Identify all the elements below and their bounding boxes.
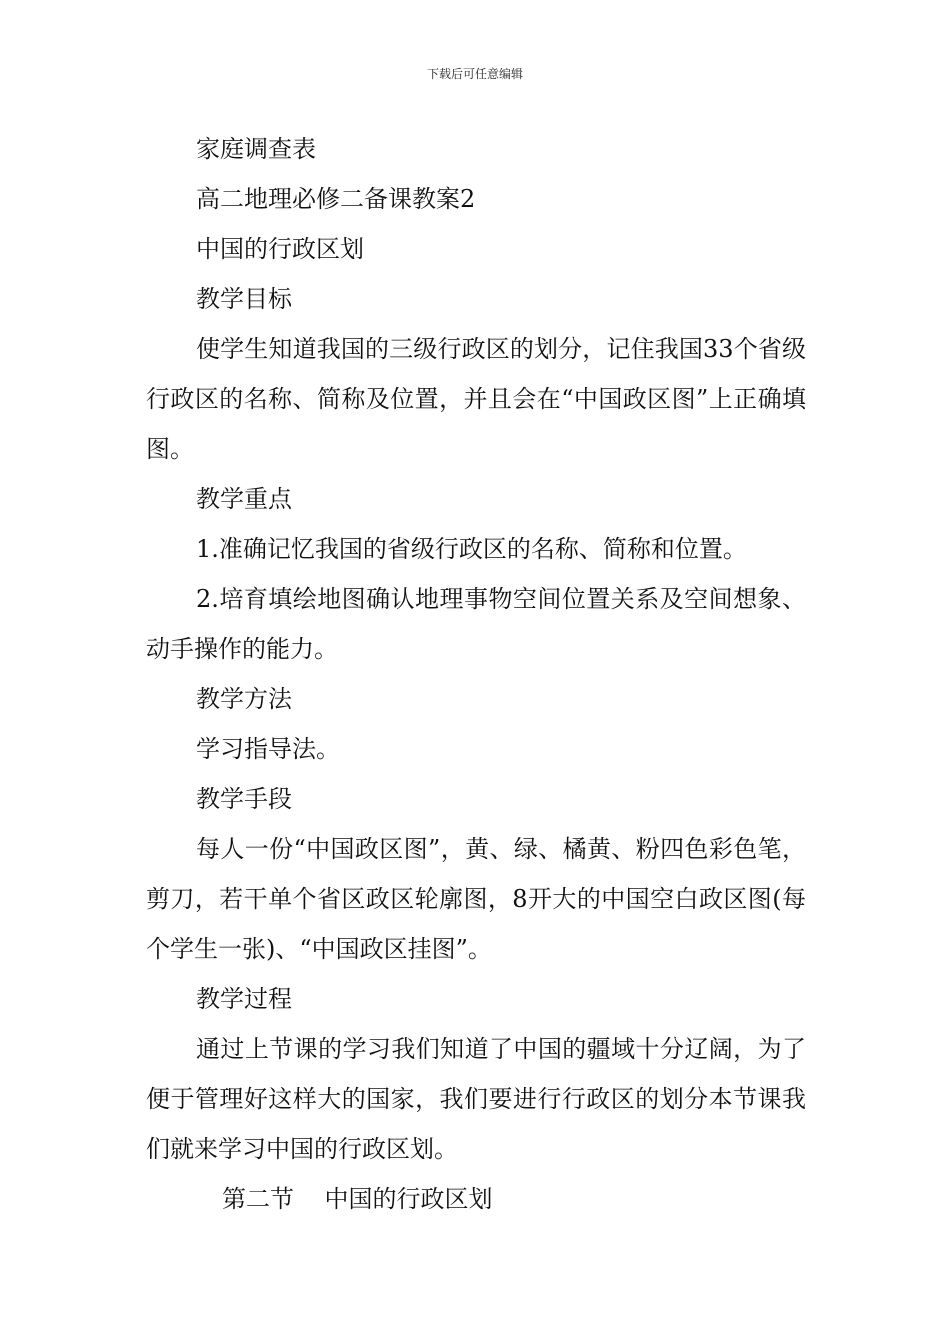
page-header: 下载后可任意编辑 <box>426 67 523 81</box>
teaching-means-heading: 教学手段 <box>196 785 292 813</box>
teaching-method-text: 学习指导法。 <box>196 735 340 763</box>
teaching-goals-text: 使学生知道我国的三级行政区的划分，记住我国33个省级行政区的名称、简称及位置，并且会在“中国政区图”上正确填图。 <box>146 335 806 463</box>
teaching-method-heading: 教学方法 <box>196 685 292 713</box>
key-point-2: 2.培育填绘地图确认地理事物空间位置关系及空间想象、动手操作的能力。 <box>146 585 806 663</box>
lesson-topic: 中国的行政区划 <box>196 235 364 263</box>
teaching-goals-heading: 教学目标 <box>196 285 292 313</box>
teaching-means-text: 每人一份“中国政区图”，黄、绿、橘黄、粉四色彩色笔，剪刀，若干单个省区政区轮廓图，8开大的中国空白政区图(每个学生一张)、“中国政区挂图”。 <box>146 835 806 963</box>
document-body <box>146 124 806 1224</box>
lesson-plan-title: 高二地理必修二备课教案2 <box>196 185 476 213</box>
teaching-process-heading: 教学过程 <box>196 985 292 1013</box>
teaching-process-text: 通过上节课的学习我们知道了中国的疆域十分辽阔，为了便于管理好这样大的国家，我们要进行行政区的划分本节课我们就来学习中国的行政区划。 <box>146 1035 806 1163</box>
section-heading: 第二节 中国的行政区划 <box>222 1185 493 1213</box>
key-point-1: 1.准确记忆我国的省级行政区的名称、简称和位置。 <box>196 535 747 563</box>
family-survey-title: 家庭调查表 <box>196 135 316 163</box>
key-points-heading: 教学重点 <box>196 485 292 513</box>
